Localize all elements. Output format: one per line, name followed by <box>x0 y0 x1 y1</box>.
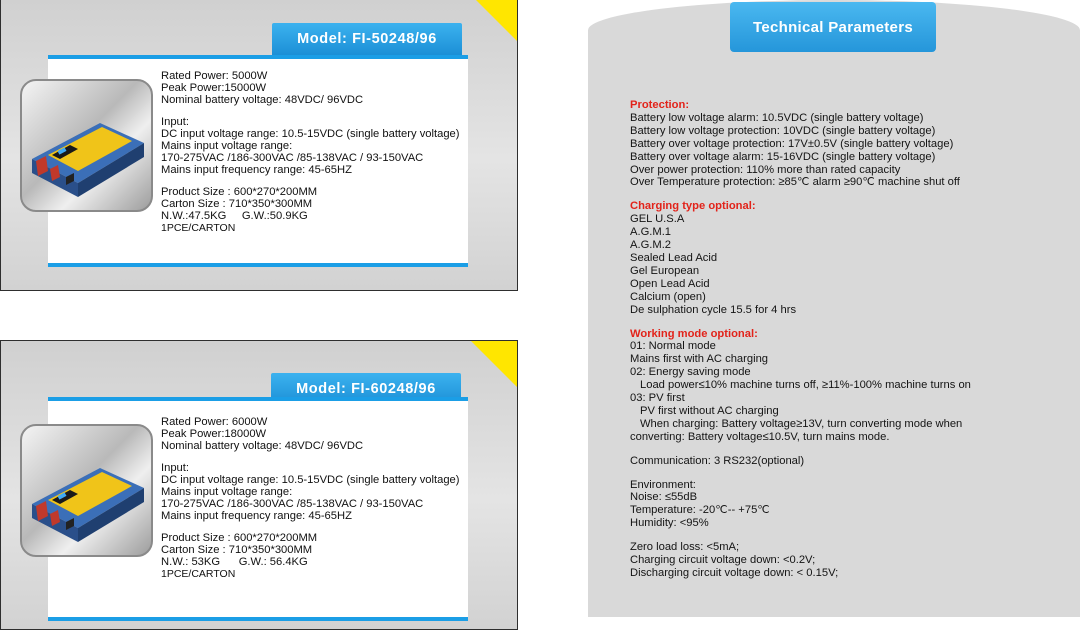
mains-frequency: Mains input frequency range: 45-65HZ <box>161 163 352 176</box>
working-line: Load power≤10% machine turns off, ≥11%-100% machine turns on <box>640 379 971 392</box>
environment-line: Temperature: -20℃-- +75℃ <box>630 504 770 517</box>
working-line: 03: PV first <box>630 392 685 405</box>
inverter-photo <box>20 424 153 557</box>
environment-line: Humidity: <95% <box>630 517 709 530</box>
inverter-photo <box>20 79 153 212</box>
input-label: Input: <box>161 462 189 475</box>
product-panel-fi-50248 <box>0 0 518 291</box>
communication-line: Communication: 3 RS232(optional) <box>630 454 805 467</box>
corner-accent <box>475 0 517 41</box>
environment-line: Noise: ≤55dB <box>630 491 698 504</box>
model-tab: Model: FI-60248/96 <box>271 373 461 405</box>
working-line: converting: Battery voltage≤10.5V, turn mains mode. <box>630 430 890 443</box>
protection-line: Battery low voltage alarm: 10.5VDC (single battery voltage) <box>630 111 924 124</box>
peak-power: Peak Power:15000W <box>161 81 267 94</box>
inverter-icon <box>22 81 151 210</box>
dc-input-range: DC input voltage range: 10.5-15VDC (single battery voltage) <box>161 474 460 487</box>
working-line: When charging: Battery voltage≥13V, turn converting mode when <box>640 417 963 430</box>
weight: N.W.: 53KG G.W.: 56.4KG <box>161 555 308 568</box>
working-line: Mains first with AC charging <box>630 353 769 366</box>
protection-line: Battery over voltage protection: 17V±0.5V (single battery voltage) <box>630 137 954 150</box>
mains-range: 170-275VAC /186-300VAC /85-138VAC / 93-150VAC <box>161 151 424 164</box>
product-size: Product Size : 600*270*200MM <box>161 186 318 199</box>
tech-parameters-header: Technical Parameters <box>730 2 936 52</box>
packing: 1PCE/CARTON <box>161 221 236 234</box>
working-line: 02: Energy saving mode <box>630 366 751 379</box>
protection-heading: Protection: <box>630 99 690 111</box>
environment-line: Environment: <box>630 478 696 491</box>
loss-line: Charging circuit voltage down: <0.2V; <box>630 554 816 567</box>
mains-label: Mains input voltage range: <box>161 139 293 152</box>
working-line: 01: Normal mode <box>630 340 716 353</box>
mains-label: Mains input voltage range: <box>161 485 293 498</box>
spec-text <box>161 71 461 235</box>
rated-power: Rated Power: 5000W <box>161 70 268 82</box>
loss-line: Discharging circuit voltage down: < 0.15V; <box>630 567 839 579</box>
battery-voltage: Nominal battery voltage: 48VDC/ 96VDC <box>161 439 364 452</box>
working-mode-heading: Working mode optional: <box>630 327 758 340</box>
carton-size: Carton Size : 710*350*300MM <box>161 544 313 557</box>
charging-heading: Charging type optional: <box>630 200 756 213</box>
dc-input-range: DC input voltage range: 10.5-15VDC (single battery voltage) <box>161 128 460 141</box>
charging-line: Open Lead Acid <box>630 277 710 290</box>
charging-line: Calcium (open) <box>630 290 706 303</box>
weight: N.W.:47.5KG G.W.:50.9KG <box>161 209 308 222</box>
protection-line: Over power protection: 110% more than rated capacity <box>630 163 901 176</box>
charging-line: Gel European <box>630 264 700 277</box>
charging-line: A.G.M.2 <box>630 239 672 252</box>
corner-accent <box>471 341 517 387</box>
input-label: Input: <box>161 116 189 129</box>
product-panel-fi-60248 <box>0 340 518 630</box>
rated-power: Rated Power: 6000W <box>161 416 268 428</box>
working-line: PV first without AC charging <box>640 404 779 417</box>
mains-range: 170-275VAC /186-300VAC /85-138VAC / 93-150VAC <box>161 497 424 510</box>
protection-line: Battery over voltage alarm: 15-16VDC (single battery voltage) <box>630 150 936 163</box>
charging-line: A.G.M.1 <box>630 226 672 239</box>
peak-power: Peak Power:18000W <box>161 427 267 440</box>
mains-frequency: Mains input frequency range: 45-65HZ <box>161 509 352 522</box>
charging-line: GEL U.S.A <box>630 213 685 226</box>
protection-line: Battery low voltage protection: 10VDC (single battery voltage) <box>630 124 936 137</box>
product-size: Product Size : 600*270*200MM <box>161 532 318 545</box>
charging-line: Sealed Lead Acid <box>630 251 718 264</box>
tech-parameters-body <box>630 99 1070 580</box>
spec-text <box>161 417 461 581</box>
packing: 1PCE/CARTON <box>161 567 236 580</box>
battery-voltage: Nominal battery voltage: 48VDC/ 96VDC <box>161 93 364 106</box>
loss-line: Zero load loss: <5mA; <box>630 541 740 554</box>
charging-line: De sulphation cycle 15.5 for 4 hrs <box>630 303 797 316</box>
carton-size: Carton Size : 710*350*300MM <box>161 198 313 211</box>
protection-line: Over Temperature protection: ≥85℃ alarm ≥90℃ machine shut off <box>630 176 960 189</box>
inverter-icon <box>22 426 151 555</box>
model-tab: Model: FI-50248/96 <box>272 23 462 55</box>
